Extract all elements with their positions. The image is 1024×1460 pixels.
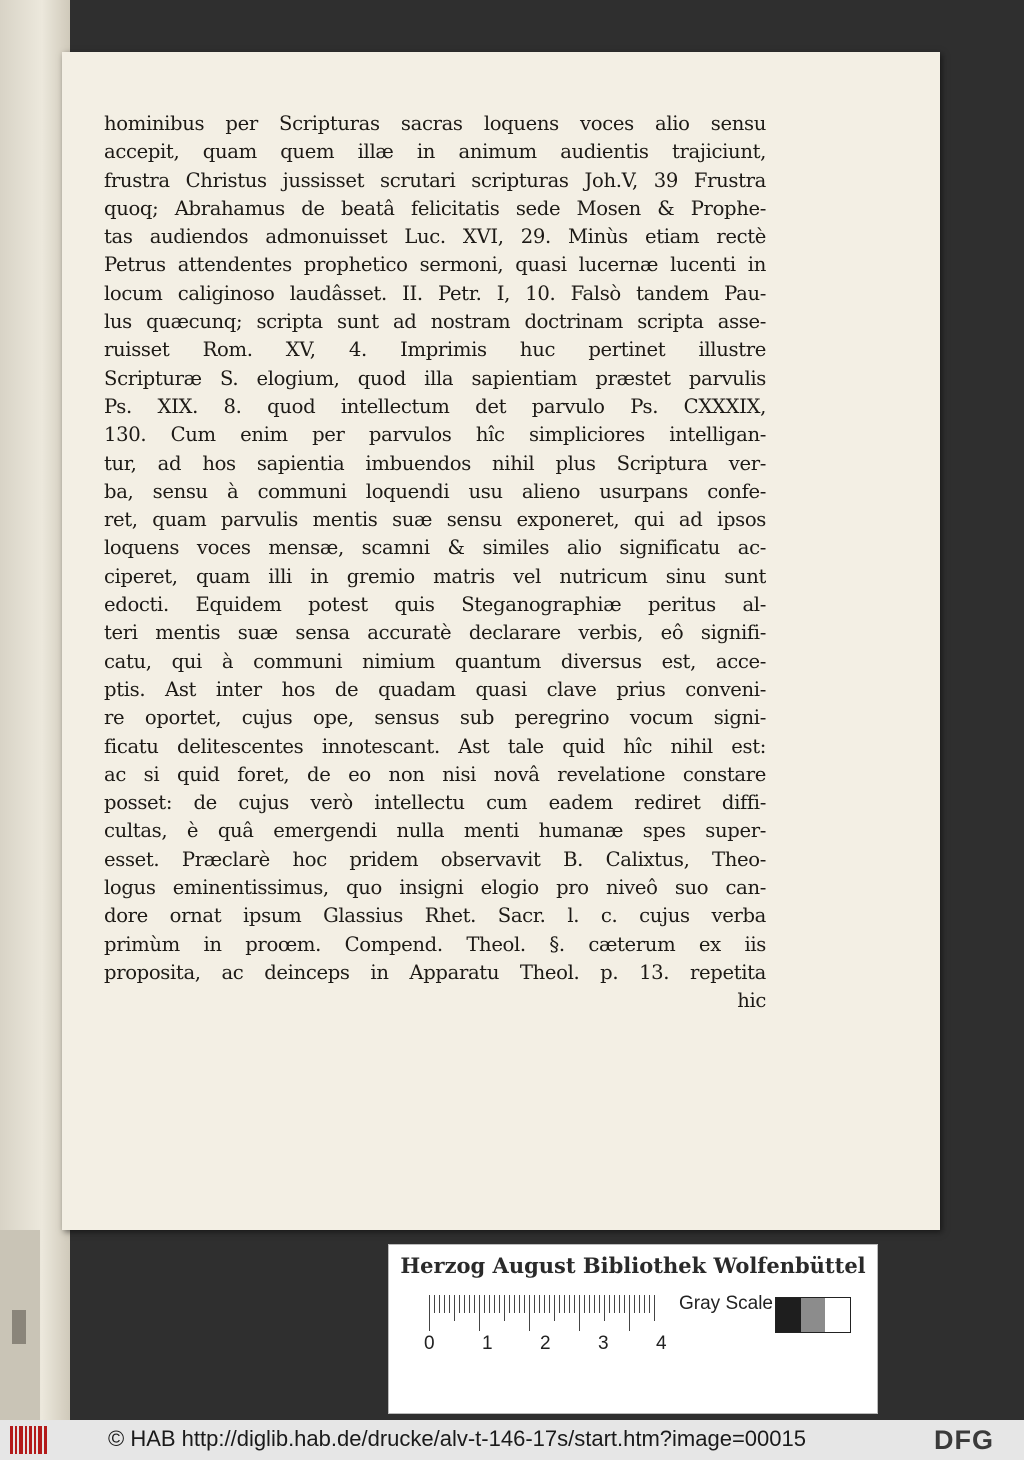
ruler-tick <box>454 1295 455 1321</box>
library-name: Herzog August Bibliothek Wolfenbüttel <box>400 1253 866 1278</box>
ruler-tick <box>564 1295 565 1313</box>
text-line: ficatu delitescentes innotescant. Ast tale quid hîc nihil est: <box>104 734 766 758</box>
text-line: ac si quid foret, de eo non nisi novâ revelatione constare <box>104 762 766 786</box>
ruler-scale <box>429 1295 659 1335</box>
ruler-tick <box>484 1295 485 1313</box>
ruler-tick <box>509 1295 510 1313</box>
ruler-tick <box>609 1295 610 1313</box>
ruler-number: 3 <box>598 1333 609 1354</box>
ruler-number: 0 <box>424 1333 435 1354</box>
ruler-tick <box>524 1295 525 1313</box>
ruler-tick <box>599 1295 600 1313</box>
ruler-tick <box>464 1295 465 1313</box>
ruler-tick <box>534 1295 535 1313</box>
ruler-tick <box>449 1295 450 1313</box>
text-line: ret, quam parvulis mentis suæ sensu exponeret, qui ad ipsos <box>104 508 766 532</box>
text-line: proposita, ac deinceps in Apparatu Theol. p. 13. repetita <box>104 960 766 984</box>
ruler-numbers <box>419 1333 679 1359</box>
text-line: accepit, quam quem illæ in animum audientis trajiciunt, <box>104 140 766 164</box>
color-calibration-bar <box>388 1244 878 1414</box>
text-line: tas audiendos admonuisset Luc. XVI, 29. Minùs etiam rectè <box>104 225 766 249</box>
text-line: lus quæcunq; scripta sunt ad nostram doctrinam scripta asse- <box>104 310 766 334</box>
text-line: ptis. Ast inter hos de quadam quasi clave prius conveni- <box>104 677 766 701</box>
text-line: quoq; Abrahamus de beatâ felicitatis sede Mosen & Prophe- <box>104 196 766 220</box>
text-line: primùm in proœm. Compend. Theol. §. cæterum ex iis <box>104 932 766 956</box>
text-line: hominibus per Scripturas sacras loquens voces alio sensu <box>104 112 766 135</box>
text-line: logus eminentissimus, quo insigni elogio pro niveô suo can- <box>104 876 766 900</box>
text-line: frustra Christus jussisset scrutari scripturas Joh.V, 39 Frustra <box>104 168 766 192</box>
text-line: dore ornat ipsum Glassius Rhet. Sacr. l. c. cujus verba <box>104 904 766 928</box>
ruler-tick <box>539 1295 540 1313</box>
ruler-tick <box>504 1295 505 1321</box>
ruler-tick <box>629 1295 630 1331</box>
ruler-tick <box>499 1295 500 1313</box>
ruler-tick <box>639 1295 640 1313</box>
ruler-tick <box>584 1295 585 1313</box>
ruler-tick <box>489 1295 490 1313</box>
ruler-tick <box>494 1295 495 1313</box>
page-text-block <box>104 110 766 1016</box>
ruler-tick <box>444 1295 445 1313</box>
text-line: loquens voces mensæ, scamni & similes alio significatu ac- <box>104 536 766 560</box>
ruler-tick <box>634 1295 635 1313</box>
text-line: esset. Præclarè hoc pridem observavit B. Calixtus, Theo- <box>104 847 766 871</box>
text-line: locum caliginoso laudâsset. II. Petr. I, 10. Falsò tandem Pau- <box>104 281 766 305</box>
left-page-mark <box>12 1310 26 1344</box>
text-line: tur, ad hos sapientia imbuendos nihil plus Scriptura ver- <box>104 451 766 475</box>
dfg-logo: DFG <box>934 1425 994 1455</box>
text-line: ruisset Rom. XV, 4. Imprimis huc pertinet illustre <box>104 338 766 362</box>
ruler-tick <box>429 1295 430 1331</box>
ruler-tick <box>519 1295 520 1313</box>
catchword: hic <box>737 989 766 1013</box>
barcode-bar <box>38 1426 42 1454</box>
ruler-tick <box>459 1295 460 1313</box>
ruler-tick <box>654 1295 655 1321</box>
ruler-number: 4 <box>656 1333 667 1354</box>
ruler-tick <box>579 1295 580 1331</box>
ruler-tick <box>479 1295 480 1331</box>
text-line: posset: de cujus verò intellectu cum eadem rediret diffi- <box>104 791 766 815</box>
gray-swatch <box>801 1298 826 1332</box>
left-page-edge <box>0 0 70 1420</box>
text-line: re oportet, cujus ope, sensus sub peregrino vocum signi- <box>104 706 766 730</box>
book-page <box>62 52 940 1230</box>
text-line: ciperet, quam illi in gremio matris vel nutricum sinu sunt <box>104 564 766 588</box>
footer-url[interactable]: © HAB http://diglib.hab.de/drucke/alv-t-146-17s/start.htm?image=00015 <box>108 1426 806 1451</box>
text-line: edocti. Equidem potest quis Steganographiæ peritus al- <box>104 593 766 617</box>
ruler-tick <box>434 1295 435 1313</box>
barcode-bar <box>10 1426 13 1454</box>
ruler-tick <box>619 1295 620 1313</box>
barcode-bar <box>29 1426 32 1454</box>
ruler-tick <box>469 1295 470 1313</box>
ruler-tick <box>594 1295 595 1313</box>
text-line: Scripturæ S. elogium, quod illa sapientiam præstet parvulis <box>104 366 766 390</box>
text-line: cultas, è quâ emergendi nulla menti humanæ spes super- <box>104 819 766 843</box>
gray-scale-swatches <box>775 1297 851 1333</box>
ruler-tick <box>514 1295 515 1313</box>
gray-scale-label: Gray Scale <box>679 1293 773 1314</box>
text-line: teri mentis suæ sensa accuratè declarare verbis, eô signifi- <box>104 621 766 645</box>
ruler-tick <box>614 1295 615 1313</box>
gray-swatch <box>776 1298 801 1332</box>
ruler-tick <box>544 1295 545 1313</box>
ruler-tick <box>554 1295 555 1321</box>
barcode-bar <box>44 1426 47 1454</box>
text-line: Petrus attendentes prophetico sermoni, quasi lucernæ lucenti in <box>104 253 766 277</box>
barcode-bar <box>34 1426 36 1454</box>
left-page-strip <box>0 1230 40 1420</box>
barcode-bar <box>25 1426 27 1454</box>
barcode-bar <box>15 1426 17 1454</box>
ruler-tick <box>439 1295 440 1313</box>
barcode-bar <box>19 1426 23 1454</box>
ruler-tick <box>604 1295 605 1321</box>
ruler-tick <box>574 1295 575 1313</box>
footer-bar <box>0 1420 1024 1460</box>
ruler-tick <box>624 1295 625 1313</box>
text-line: ba, sensu à communi loquendi usu alieno usurpans confe- <box>104 479 766 503</box>
text-line: 130. Cum enim per parvulos hîc simpliciores intelligan- <box>104 423 766 447</box>
ruler-tick <box>649 1295 650 1313</box>
text-line: catu, qui à communi nimium quantum diversus est, acce- <box>104 649 766 673</box>
ruler-tick <box>569 1295 570 1313</box>
ruler-number: 2 <box>540 1333 551 1354</box>
gray-swatch <box>825 1298 850 1332</box>
ruler-tick <box>529 1295 530 1331</box>
ruler-tick <box>644 1295 645 1313</box>
ruler-number: 1 <box>482 1333 493 1354</box>
ruler-tick <box>559 1295 560 1313</box>
ruler-tick <box>549 1295 550 1313</box>
barcode-logo-icon <box>10 1426 50 1454</box>
text-line: Ps. XIX. 8. quod intellectum det parvulo Ps. CXXXIX, <box>104 394 766 418</box>
ruler-tick <box>589 1295 590 1313</box>
ruler-tick <box>474 1295 475 1313</box>
